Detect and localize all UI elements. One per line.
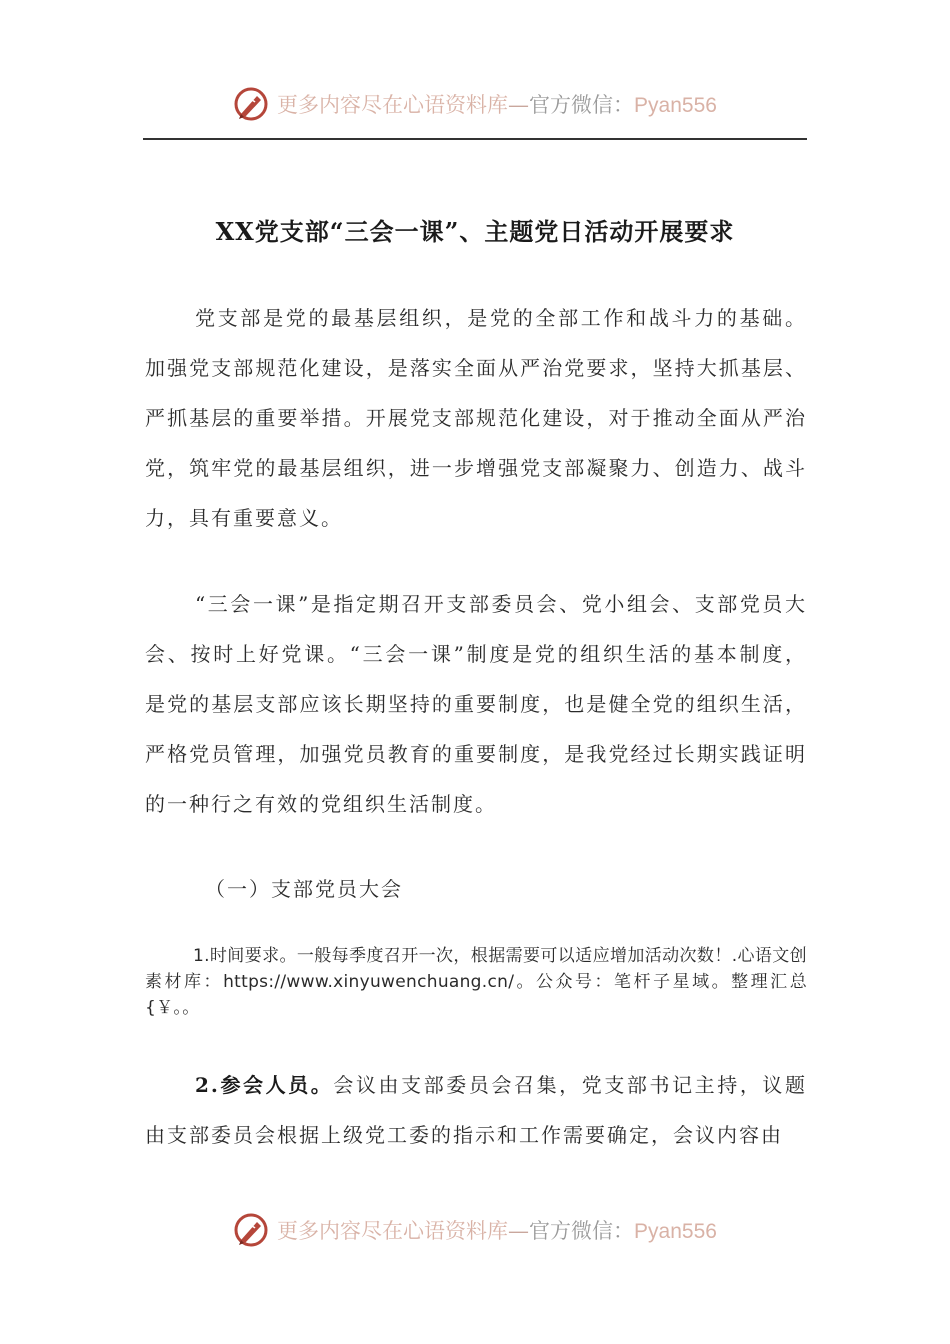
- paragraph-4-body: 会议由支部委员会召集，党支部书记主持，议题由支部委员会根据上级党工委的指示和工作需要确定，会议内容由: [145, 1073, 807, 1147]
- section-heading-1: （一）支部党员大会: [205, 877, 403, 901]
- paragraph-1: 党支部是党的最基层组织，是党的全部工作和战斗力的基础。加强党支部规范化建设，是落实全面从严治党要求，坚持大抓基层、严抓基层的重要举措。开展党支部规范化建设，对于推动全面从严治党，筑牢党的最基层组织，进一步增强党支部凝聚力、创造力、战斗力，具有重要意义。: [145, 306, 807, 530]
- paragraph-4-lead: 2.参会人员。: [195, 1073, 334, 1097]
- paragraph-4: [145, 1060, 807, 1160]
- paragraph-2: “三会一课”是指定期召开支部委员会、党小组会、支部党员大会、按时上好党课。“三会一课”制度是党的组织生活的基本制度，是党的基层支部应该长期坚持的重要制度，也是健全党的组织生活，严格党员管理，加强党员教育的重要制度，是我党经过长期实践证明的一种行之有效的党组织生活制度。: [145, 592, 807, 816]
- header-banner: [0, 80, 950, 128]
- footer-banner-id: Pyan556: [634, 1220, 717, 1243]
- header-divider: [143, 138, 807, 140]
- header-banner-main: 更多内容尽在心语资料库: [277, 93, 509, 117]
- paragraph-3: 1.时间要求。一般每季度召开一次，根据需要可以适应增加活动次数！.心语文创素材库：https://www.xinyuwenchuang.cn/。公众号：笔杆子星域。整理汇总{￥。。: [145, 946, 807, 1018]
- header-banner-wechat: 官方微信：: [529, 93, 635, 117]
- footer-banner-separator: —: [508, 1219, 530, 1243]
- header-banner-text: [277, 89, 717, 119]
- header-banner-id: Pyan556: [634, 94, 717, 117]
- footer-banner-wechat: 官方微信：: [529, 1219, 635, 1243]
- footer-banner-main: 更多内容尽在心语资料库: [277, 1219, 509, 1243]
- footer-banner-text: [277, 1215, 717, 1245]
- footer-banner: [0, 1206, 950, 1254]
- pen-logo-icon: [233, 86, 269, 122]
- header-banner-separator: —: [508, 93, 530, 117]
- document-title: XX党支部“三会一课”、主题党日活动开展要求: [215, 217, 735, 246]
- pen-logo-icon: [233, 1212, 269, 1248]
